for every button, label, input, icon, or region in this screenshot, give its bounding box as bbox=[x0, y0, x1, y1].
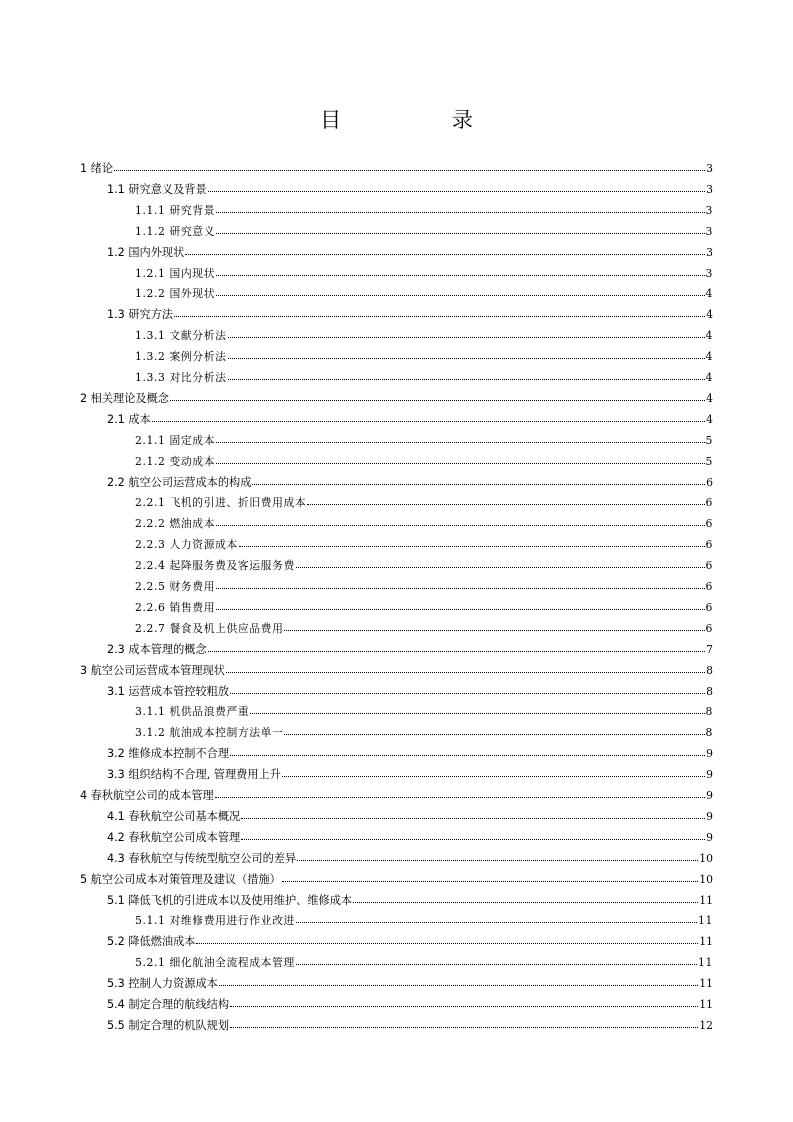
toc-leader-dots bbox=[170, 389, 705, 401]
toc-entry[interactable] bbox=[135, 223, 713, 239]
toc-entry[interactable] bbox=[107, 808, 713, 824]
toc-entry-label: 1.2 国内外现状 bbox=[107, 245, 185, 259]
toc-entry-label: 1.3.2 案例分析法 bbox=[135, 350, 227, 364]
toc-entry[interactable] bbox=[107, 474, 713, 490]
toc-entry[interactable] bbox=[107, 766, 713, 782]
toc-leader-dots bbox=[208, 180, 705, 192]
toc-entry-label: 5.1 降低飞机的引进成本以及使用维护、维修成本 bbox=[107, 893, 353, 907]
toc-entry-label: 4.3 春秋航空与传统型航空公司的差异 bbox=[107, 851, 297, 865]
toc-entry-page-number: 4 bbox=[705, 350, 713, 364]
toc-leader-dots bbox=[250, 702, 704, 714]
toc-entry-page-number: 4 bbox=[706, 308, 713, 322]
toc-entry[interactable] bbox=[107, 745, 713, 761]
toc-leader-dots bbox=[284, 723, 704, 735]
toc-leader-dots bbox=[215, 786, 705, 798]
toc-leader-dots bbox=[216, 577, 704, 589]
toc-entry[interactable] bbox=[107, 244, 713, 260]
toc-entry-label: 5.4 制定合理的航线结构 bbox=[107, 998, 230, 1011]
toc-entry-label: 5.5 制定合理的机队规划 bbox=[107, 1018, 230, 1032]
toc-leader-dots bbox=[284, 619, 704, 631]
toc-leader-dots bbox=[296, 911, 697, 923]
toc-entry[interactable] bbox=[135, 703, 713, 719]
toc-leader-dots bbox=[185, 243, 705, 255]
toc-entry[interactable] bbox=[135, 453, 713, 469]
toc-entry-page-number: 9 bbox=[706, 809, 713, 823]
toc-entry-label: 5.2.1 细化航油全流程成本管理 bbox=[135, 956, 295, 970]
toc-entry-page-number: 5 bbox=[705, 454, 713, 468]
toc-entry-label: 1.3.3 对比分析法 bbox=[135, 371, 227, 384]
toc-entry-page-number: 4 bbox=[706, 391, 713, 405]
toc-entry-label: 4.2 春秋航空公司成本管理 bbox=[107, 830, 241, 844]
toc-entry-page-number: 6 bbox=[705, 517, 713, 531]
toc-entry-page-number: 11 bbox=[699, 935, 713, 949]
toc-entry-page-number: 9 bbox=[706, 789, 713, 802]
toc-entry-page-number: 6 bbox=[705, 580, 713, 593]
toc-entry[interactable] bbox=[135, 599, 713, 615]
toc-leader-dots bbox=[230, 744, 705, 756]
toc-entry-page-number: 8 bbox=[706, 684, 713, 698]
toc-leader-dots bbox=[216, 284, 704, 296]
toc-entry-page-number: 3 bbox=[705, 224, 713, 238]
toc-entry-page-number: 11 bbox=[699, 893, 713, 907]
page-title: 目 录 bbox=[320, 108, 525, 132]
toc-leader-dots bbox=[152, 410, 705, 422]
toc-entry-label: 1.1.2 研究意义 bbox=[135, 224, 216, 238]
toc-entry[interactable] bbox=[135, 954, 713, 970]
toc-entry-label: 3.3 组织结构不合理, 管理费用上升 bbox=[107, 768, 281, 782]
toc-entry[interactable] bbox=[107, 829, 713, 845]
toc-entry-label: 1.1.1 研究背景 bbox=[135, 203, 216, 217]
toc-entry[interactable] bbox=[107, 306, 713, 322]
toc-leader-dots bbox=[241, 828, 705, 840]
toc-entry-label: 1 绪论 bbox=[80, 162, 114, 175]
toc-leader-dots bbox=[230, 682, 705, 694]
toc-entry-page-number: 3 bbox=[706, 162, 713, 175]
toc-leader-dots bbox=[307, 493, 704, 505]
toc-entry-page-number: 4 bbox=[705, 329, 713, 343]
toc-entry[interactable] bbox=[107, 411, 713, 427]
toc-entry-label: 5.2 降低燃油成本 bbox=[107, 935, 196, 949]
toc-entry[interactable] bbox=[135, 724, 713, 740]
toc-entry[interactable] bbox=[107, 933, 713, 949]
toc-entry[interactable] bbox=[135, 515, 713, 531]
toc-entry-page-number: 8 bbox=[705, 726, 713, 740]
toc-leader-dots bbox=[353, 891, 698, 903]
toc-entry-page-number: 9 bbox=[706, 768, 713, 782]
toc-leader-dots bbox=[252, 473, 705, 485]
toc-entry-page-number: 4 bbox=[705, 371, 713, 384]
toc-entry-page-number: 8 bbox=[705, 705, 713, 719]
toc-entry-page-number: 10 bbox=[699, 872, 713, 886]
toc-leader-dots bbox=[216, 201, 704, 213]
toc-entry[interactable] bbox=[135, 369, 713, 385]
toc-entry-label: 4.1 春秋航空公司基本概况 bbox=[107, 809, 241, 823]
toc-leader-dots bbox=[216, 514, 704, 526]
toc-entry[interactable] bbox=[107, 996, 713, 1012]
toc-leader-dots bbox=[216, 598, 704, 610]
toc-entry-page-number: 11 bbox=[699, 977, 713, 991]
toc-entry[interactable] bbox=[80, 662, 713, 678]
toc-entry-label: 2.3 成本管理的概念 bbox=[107, 642, 207, 656]
toc-entry-label: 2.2.5 财务费用 bbox=[135, 580, 216, 593]
toc-entry-page-number: 6 bbox=[705, 538, 713, 552]
toc-entry-page-number: 6 bbox=[705, 600, 713, 614]
toc-entry[interactable] bbox=[107, 850, 713, 866]
toc-leader-dots bbox=[228, 347, 705, 359]
toc-entry-label: 2.2.1 飞机的引进、折旧费用成本 bbox=[135, 496, 307, 510]
toc-entry-label: 2.2.6 销售费用 bbox=[135, 600, 216, 614]
toc-entry-label: 1.3 研究方法 bbox=[107, 308, 174, 322]
toc-entry-page-number: 11 bbox=[698, 956, 713, 970]
toc-entry-page-number: 3 bbox=[705, 266, 713, 280]
toc-entry-page-number: 6 bbox=[705, 496, 713, 510]
toc-leader-dots bbox=[230, 1016, 698, 1028]
toc-entry-label: 1.3.1 文献分析法 bbox=[135, 329, 227, 343]
toc-entry-label: 2.2.2 燃油成本 bbox=[135, 517, 216, 531]
toc-entry[interactable] bbox=[135, 202, 713, 218]
toc-entry[interactable] bbox=[80, 871, 713, 887]
toc-entry-label: 3.2 维修成本控制不合理 bbox=[107, 747, 230, 761]
toc-entry-label: 2.2.4 起降服务费及客运服务费 bbox=[135, 559, 295, 573]
toc-leader-dots bbox=[296, 953, 697, 965]
toc-entry-page-number: 6 bbox=[705, 621, 713, 635]
toc-leader-dots bbox=[219, 974, 698, 986]
toc-leader-dots bbox=[282, 765, 705, 777]
toc-leader-dots bbox=[216, 452, 704, 464]
toc-entry-label: 2.1.1 固定成本 bbox=[135, 433, 216, 447]
toc-leader-dots bbox=[174, 305, 705, 317]
toc-entry[interactable] bbox=[135, 327, 713, 343]
toc-leader-dots bbox=[196, 932, 698, 944]
toc-entry[interactable] bbox=[135, 620, 713, 636]
toc-leader-dots bbox=[114, 159, 705, 171]
toc-leader-dots bbox=[282, 870, 698, 882]
toc-entry[interactable] bbox=[135, 912, 713, 928]
toc-entry-label: 3.1 运营成本管控较粗放 bbox=[107, 684, 230, 698]
toc-entry-label: 1.2.2 国外现状 bbox=[135, 287, 216, 301]
toc-entry-label: 2 相关理论及概念 bbox=[80, 391, 169, 405]
toc-entry-label: 4 春秋航空公司的成本管理 bbox=[80, 789, 214, 802]
toc-entry[interactable] bbox=[135, 494, 713, 510]
toc-leader-dots bbox=[239, 535, 705, 547]
toc-entry[interactable] bbox=[135, 536, 713, 552]
toc-leader-dots bbox=[228, 326, 705, 338]
toc-entry-page-number: 4 bbox=[706, 412, 713, 426]
toc-entry-page-number: 3 bbox=[705, 203, 713, 217]
toc-entry-label: 2.1 成本 bbox=[107, 412, 151, 426]
toc-leader-dots bbox=[241, 807, 705, 819]
toc-leader-dots bbox=[226, 661, 705, 673]
toc-leader-dots bbox=[296, 556, 705, 568]
toc-entry-label: 3 航空公司运营成本管理现状 bbox=[80, 663, 225, 677]
toc-leader-dots bbox=[208, 640, 705, 652]
toc-leader-dots bbox=[216, 431, 704, 443]
toc-entry[interactable] bbox=[80, 390, 713, 406]
toc-entry-page-number: 3 bbox=[706, 245, 713, 259]
toc-entry-page-number: 10 bbox=[699, 851, 713, 865]
toc-entry-page-number: 11 bbox=[699, 998, 713, 1011]
toc-entry[interactable] bbox=[107, 975, 713, 991]
toc-entry-label: 2.2.7 餐食及机上供应品费用 bbox=[135, 621, 284, 635]
toc-entry[interactable] bbox=[107, 641, 713, 657]
toc-entry[interactable] bbox=[107, 683, 713, 699]
toc-entry-label: 3.1.1 机供品浪费严重 bbox=[135, 705, 250, 719]
toc-entry[interactable] bbox=[107, 181, 713, 197]
toc-leader-dots bbox=[216, 222, 704, 234]
toc-entry-page-number: 8 bbox=[706, 663, 713, 677]
toc-entry-label: 5 航空公司成本对策管理及建议（措施） bbox=[80, 872, 281, 886]
toc-entry-page-number: 6 bbox=[706, 475, 713, 489]
toc-entry-label: 3.1.2 航油成本控制方法单一 bbox=[135, 726, 284, 740]
toc-entry[interactable] bbox=[107, 892, 713, 908]
toc-entry[interactable] bbox=[135, 348, 713, 364]
toc-entry[interactable] bbox=[80, 160, 713, 176]
toc-leader-dots bbox=[230, 995, 698, 1007]
toc-entry-page-number: 7 bbox=[706, 642, 713, 656]
toc-entry[interactable] bbox=[135, 432, 713, 448]
toc-entry-label: 1.2.1 国内现状 bbox=[135, 266, 216, 280]
toc-entry-label: 2.2.3 人力资源成本 bbox=[135, 538, 238, 552]
toc-entry-page-number: 6 bbox=[705, 559, 713, 573]
toc-entry-label: 5.1.1 对维修费用进行作业改进 bbox=[135, 914, 295, 928]
toc-entry-label: 5.3 控制人力资源成本 bbox=[107, 977, 218, 991]
toc-entry[interactable] bbox=[135, 285, 713, 301]
toc-entry-page-number: 5 bbox=[705, 433, 713, 447]
toc-entry-page-number: 9 bbox=[706, 830, 713, 844]
toc-entry[interactable] bbox=[135, 578, 713, 594]
toc-entry[interactable] bbox=[135, 557, 713, 573]
toc-entry-page-number: 12 bbox=[699, 1018, 713, 1032]
toc-entry-page-number: 4 bbox=[705, 287, 713, 301]
toc-entry-page-number: 11 bbox=[698, 914, 713, 928]
toc-leader-dots bbox=[216, 264, 704, 276]
toc-entry-label: 2.1.2 变动成本 bbox=[135, 454, 216, 468]
toc-entry[interactable] bbox=[80, 787, 713, 803]
toc-leader-dots bbox=[297, 849, 698, 861]
toc-entry-label: 1.1 研究意义及背景 bbox=[107, 182, 207, 196]
toc-entry-label: 2.2 航空公司运营成本的构成 bbox=[107, 475, 252, 489]
toc-entry[interactable] bbox=[135, 265, 713, 281]
toc-entry-page-number: 3 bbox=[706, 182, 713, 196]
toc-entry-page-number: 9 bbox=[706, 747, 713, 761]
toc-entry[interactable] bbox=[107, 1017, 713, 1033]
toc-leader-dots bbox=[228, 368, 705, 380]
